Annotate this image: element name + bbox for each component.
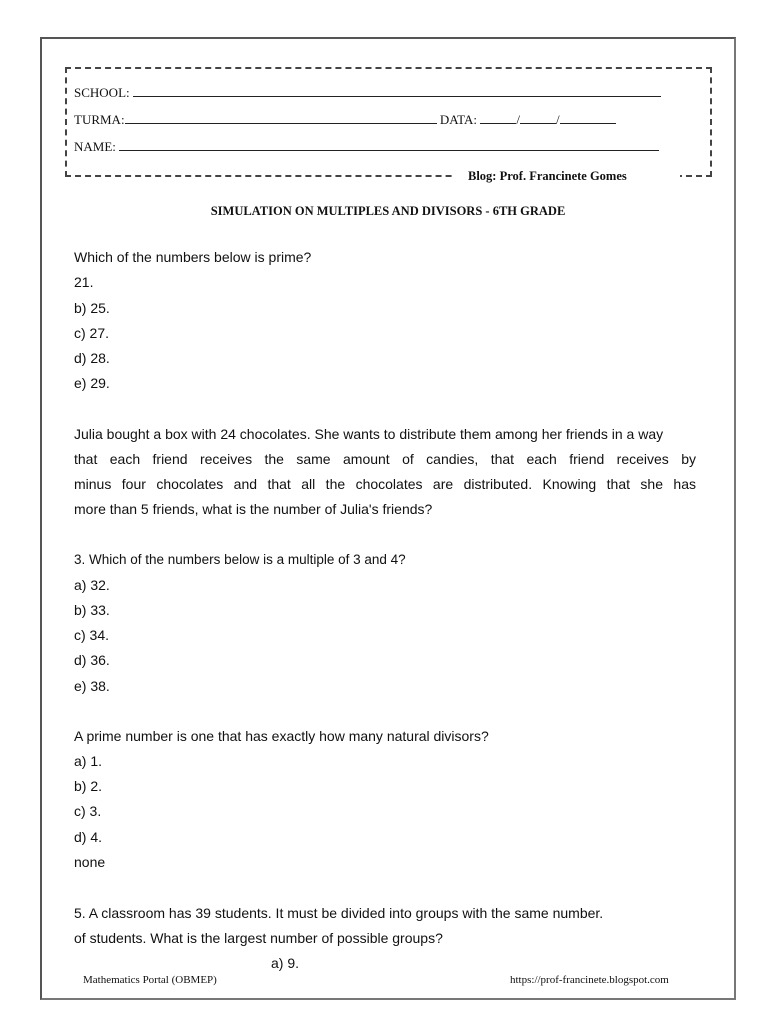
q5-option: a) 9.: [271, 955, 300, 971]
footer-left: Mathematics Portal (OBMEP): [83, 974, 217, 986]
page-title: SIMULATION ON MULTIPLES AND DIVISORS - 6TH GRADE: [210, 204, 566, 218]
date-day-line[interactable]: [480, 111, 516, 124]
date-label: DATA:: [439, 112, 478, 127]
blog-credit: Blog: Prof. Francinete Gomes: [468, 169, 627, 183]
q5-line: 5. A classroom has 39 students. It must be divided into groups with the same number.: [74, 905, 604, 921]
q1-option: b) 25.: [74, 300, 110, 316]
q1-option: e) 29.: [74, 375, 110, 391]
school-input-line[interactable]: [133, 84, 661, 97]
q3-option: a) 32.: [74, 577, 110, 593]
date-month-line[interactable]: [520, 111, 556, 124]
q3-option: b) 33.: [74, 602, 110, 618]
class-label: TURMA:: [74, 112, 125, 127]
q3-option: e) 38.: [74, 678, 110, 694]
q1-option: d) 28.: [74, 350, 110, 366]
q1-question: Which of the numbers below is prime?: [74, 249, 312, 265]
q5-line: of students. What is the largest number of possible groups?: [74, 930, 443, 946]
name-input-line[interactable]: [119, 138, 659, 151]
q4-question: A prime number is one that has exactly how many natural divisors?: [74, 728, 489, 744]
school-label: SCHOOL:: [74, 85, 130, 100]
q2-line: minus four chocolates and that all the chocolates are distributed. Knowing that she has: [74, 476, 696, 492]
class-date-row: TURMA: DATA: / /: [74, 111, 616, 128]
q3-question: 3. Which of the numbers below is a multiple of 3 and 4?: [74, 552, 406, 567]
q1-option: c) 27.: [74, 325, 110, 341]
school-field-row: [74, 84, 661, 101]
date-year-line[interactable]: [560, 111, 616, 124]
q3-option: d) 36.: [74, 652, 110, 668]
q4-option: b) 2.: [74, 778, 103, 794]
q1-option: 21.: [74, 274, 94, 290]
class-input-line[interactable]: [125, 111, 437, 124]
q4-option: none: [74, 854, 106, 870]
name-field-row: [74, 138, 659, 155]
q2-line: Julia bought a box with 24 chocolates. She wants to distribute them among her friends in a way: [74, 426, 664, 442]
q4-option: c) 3.: [74, 803, 102, 819]
q4-option: d) 4.: [74, 829, 103, 845]
q2-line: more than 5 friends, what is the number of Julia's friends?: [74, 501, 433, 517]
footer-url: https://prof-francinete.blogspot.com: [510, 974, 669, 986]
q3-option: c) 34.: [74, 627, 110, 643]
name-label: NAME:: [74, 139, 116, 154]
q2-line: that each friend receives the same amount of candies, that each friend receives by: [74, 451, 696, 467]
q4-option: a) 1.: [74, 753, 103, 769]
